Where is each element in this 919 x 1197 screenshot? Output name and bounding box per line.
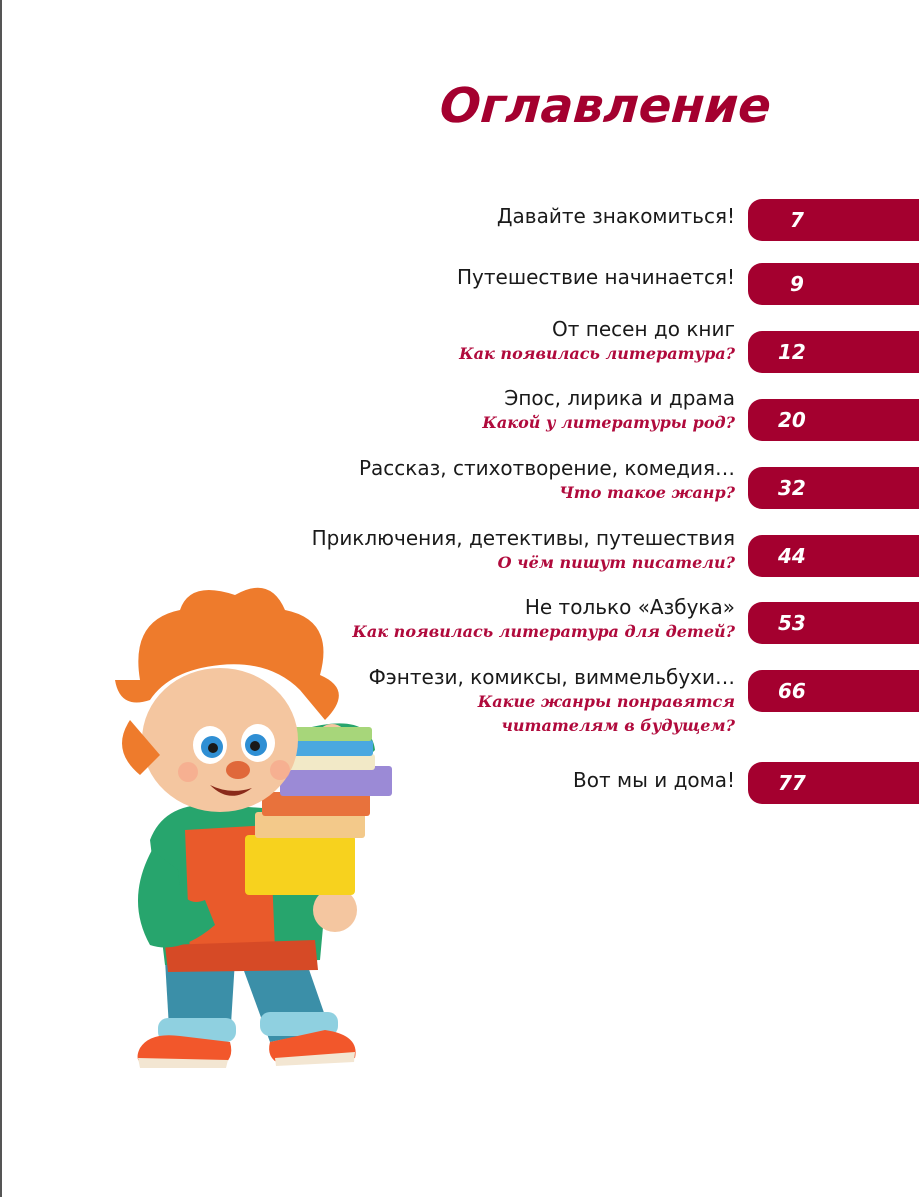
toc-entry[interactable] <box>497 203 735 229</box>
page-tab[interactable] <box>748 762 919 804</box>
page-title: Оглавление <box>438 78 773 134</box>
page-number: 12 <box>778 340 806 364</box>
toc-entry-subtitle: Как появилась литература для детей? <box>352 622 735 641</box>
page-number: 53 <box>778 611 806 635</box>
page-number: 20 <box>778 408 806 432</box>
page-tab[interactable] <box>748 263 919 305</box>
toc-entry-subtitle: Какой у литературы род? <box>482 413 735 432</box>
toc-entry-title: Фэнтези, комиксы, виммельбухи… <box>368 665 735 689</box>
toc-entry-title: Вот мы и дома! <box>573 768 735 792</box>
toc-entry-subtitle: Какие жанры понравятся <box>477 692 735 711</box>
toc-entry[interactable] <box>573 767 735 793</box>
page-number: 77 <box>778 771 806 795</box>
toc-entry-subtitle: Что такое жанр? <box>559 483 735 502</box>
toc-entry[interactable] <box>482 385 735 435</box>
toc-entry-title: Эпос, лирика и драма <box>504 386 735 410</box>
toc-entry[interactable] <box>457 264 735 290</box>
toc-entry-subtitle-line2: читателям в будущем? <box>501 716 735 735</box>
page-number: 7 <box>790 208 804 232</box>
toc-entry-subtitle: О чём пишут писатели? <box>497 553 735 572</box>
toc-entry[interactable] <box>359 455 735 505</box>
page-number: 32 <box>778 476 806 500</box>
page-number: 9 <box>790 272 804 296</box>
toc-entry-title: Путешествие начинается! <box>456 265 735 289</box>
boy-with-books-illustration <box>70 580 410 1080</box>
page-tab[interactable] <box>748 535 919 577</box>
toc-entry-title: От песен до книг <box>552 317 735 341</box>
page-tab[interactable] <box>748 670 919 712</box>
page-tab[interactable] <box>748 331 919 373</box>
toc-entry[interactable] <box>459 316 735 366</box>
toc-entry-title: Не только «Азбука» <box>524 595 735 619</box>
toc-entry-title: Приключения, детективы, путешествия <box>311 526 735 550</box>
shoes <box>138 1030 356 1068</box>
page-number: 66 <box>778 679 806 703</box>
page-tab[interactable] <box>748 199 919 241</box>
toc-entry[interactable] <box>369 664 735 738</box>
page-tab[interactable] <box>748 399 919 441</box>
toc-entry-title: Рассказ, стихотворение, комедия… <box>358 456 735 480</box>
page-number: 44 <box>778 544 806 568</box>
toc-entry-title: Давайте знакомиться! <box>496 204 735 228</box>
page-edge <box>0 0 2 1197</box>
toc-entry-subtitle: Как появилась литература? <box>459 344 735 363</box>
page-tab[interactable] <box>748 602 919 644</box>
page-tab[interactable] <box>748 467 919 509</box>
toc-entry[interactable] <box>312 525 735 575</box>
